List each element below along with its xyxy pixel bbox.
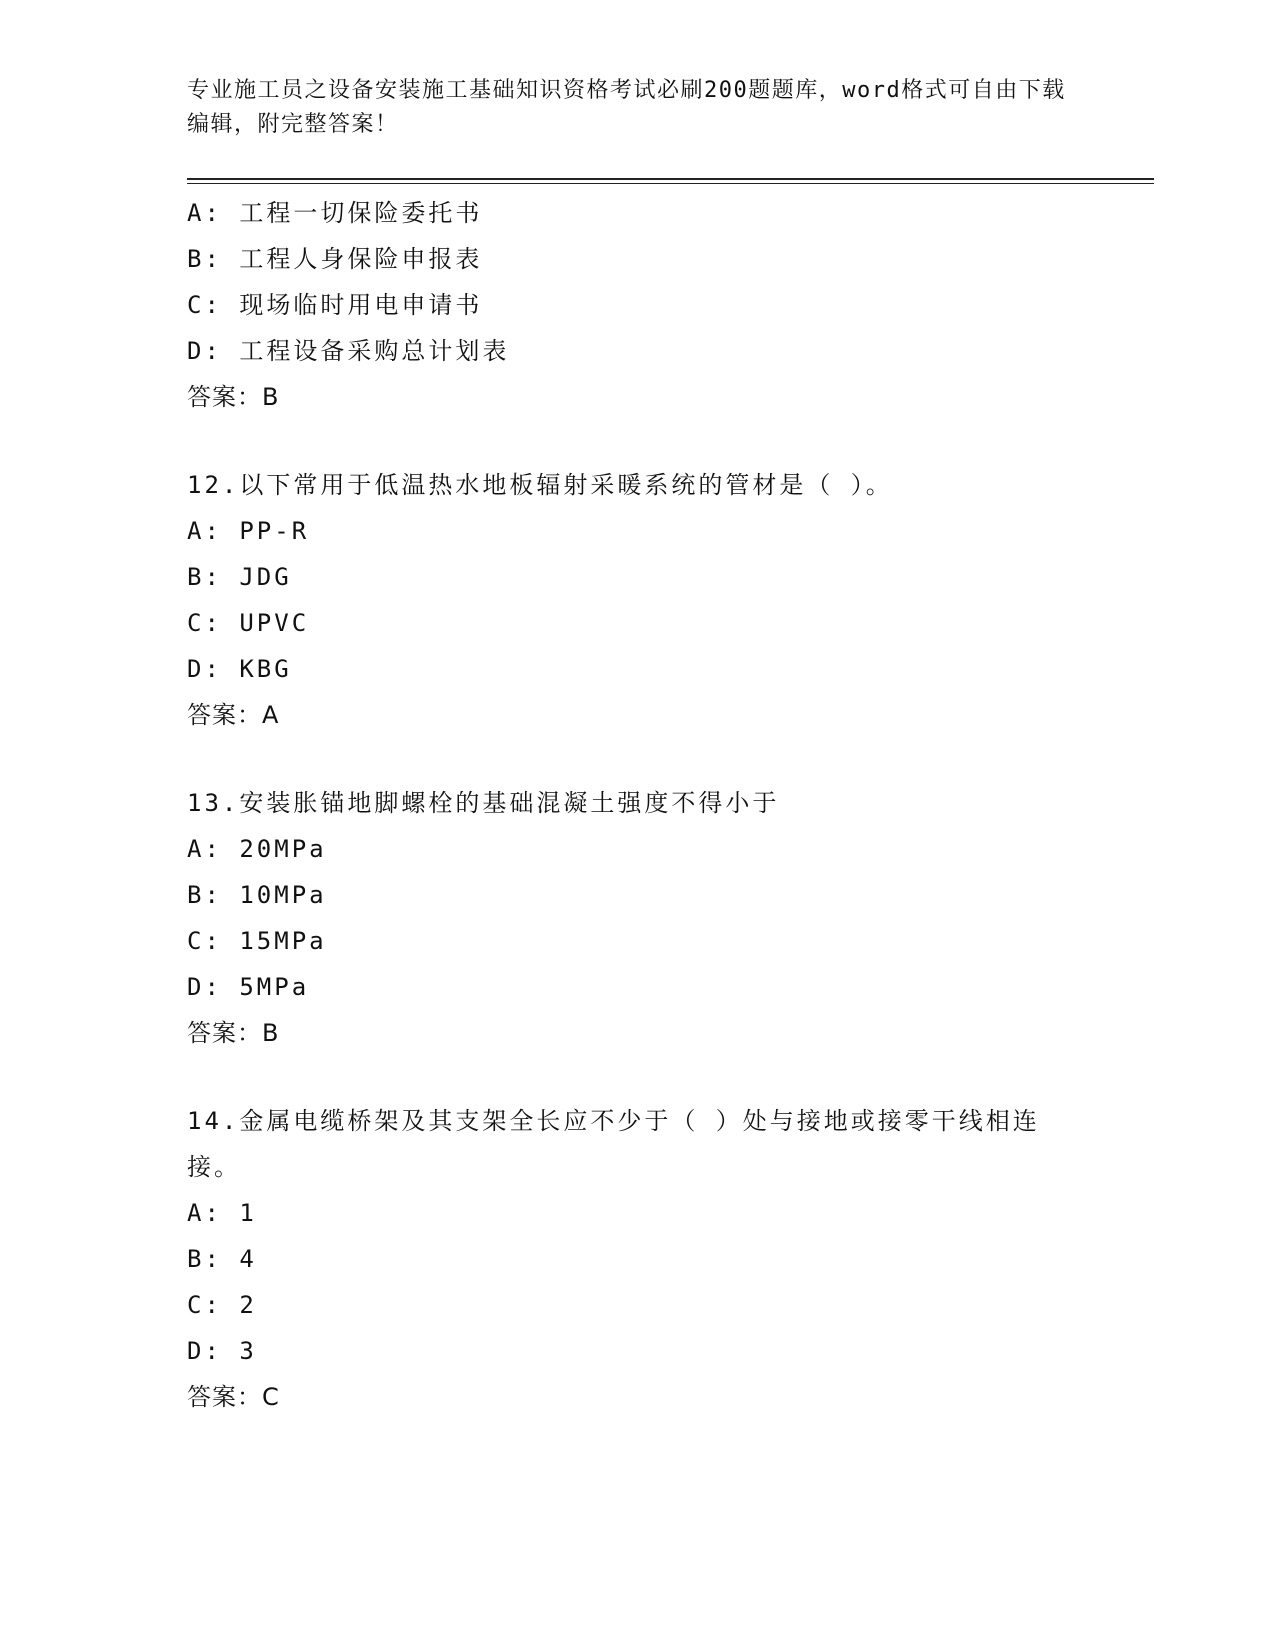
answer-line: 答案：A [187, 701, 280, 729]
answer-line: 答案：B [187, 383, 280, 411]
document-header: 专业施工员之设备安装施工基础知识资格考试必刷200题题库，word格式可自由下载编辑，附完整答案！ [187, 78, 1066, 137]
option-a: A: 20MPa [187, 835, 327, 863]
header-divider-thin [187, 183, 1154, 184]
question-12 [187, 462, 1087, 738]
option-a: A: PP-R [187, 517, 310, 545]
option-d: D: 3 [187, 1337, 257, 1365]
question-stem: 13.安装胀锚地脚螺栓的基础混凝土强度不得小于 [187, 789, 780, 817]
option-b: B: JDG [187, 563, 292, 591]
option-d: D: 5MPa [187, 973, 310, 1001]
question-13 [187, 780, 1087, 1056]
answer-line: 答案：C [187, 1383, 280, 1411]
option-c: C: 2 [187, 1291, 257, 1319]
question-11-partial [187, 190, 1087, 420]
option-a: A: 1 [187, 1199, 257, 1227]
question-stem: 14.金属电缆桥架及其支架全长应不少于（ ）处与接地或接零干线相连接。 [187, 1107, 1040, 1181]
option-b: B: 10MPa [187, 881, 327, 909]
question-list [187, 190, 1087, 1420]
question-stem: 12.以下常用于低温热水地板辐射采暖系统的管材是（ ）。 [187, 471, 893, 499]
option-d: D: KBG [187, 655, 292, 683]
header-divider [187, 178, 1154, 180]
option-c: C: UPVC [187, 609, 310, 637]
answer-line: 答案：B [187, 1019, 280, 1047]
option-c: C: 15MPa [187, 927, 327, 955]
option-b: B: 工程人身保险申报表 [187, 245, 483, 273]
option-d: D: 工程设备采购总计划表 [187, 337, 510, 365]
option-c: C: 现场临时用电申请书 [187, 291, 483, 319]
question-14 [187, 1098, 1087, 1420]
option-b: B: 4 [187, 1245, 257, 1273]
option-a: A: 工程一切保险委托书 [187, 199, 483, 227]
